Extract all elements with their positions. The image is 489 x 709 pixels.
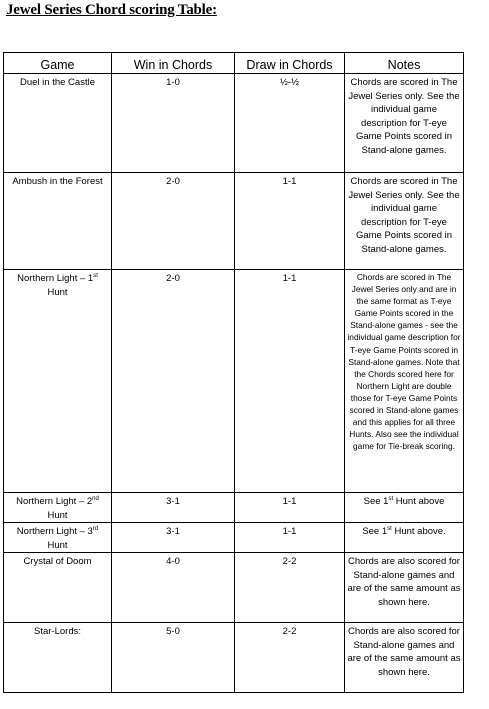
win-cell: 2-0: [112, 173, 235, 270]
table-row: [4, 493, 464, 523]
notes-cell: Chords are also scored for Stand-alone games and are of the same amount as shown here.: [345, 623, 464, 693]
notes-prefix: See 1: [363, 496, 389, 507]
win-cell: 1-0: [112, 74, 235, 173]
notes-cell: [345, 493, 464, 523]
table-header-row: [4, 53, 464, 74]
header-notes: Notes: [345, 53, 464, 74]
table-row: [4, 623, 464, 693]
game-cell: [4, 493, 112, 523]
table-row: [4, 553, 464, 623]
ordinal-suffix: rd: [92, 525, 99, 532]
chord-scoring-table: [3, 52, 464, 693]
draw-cell: 1-1: [235, 523, 345, 553]
win-cell: 4-0: [112, 553, 235, 623]
page-title: Jewel Series Chord scoring Table:: [6, 2, 217, 18]
notes-cell: Chords are scored in The Jewel Series only. See the individual game description for T-eye Game Points scored in Stand-alone games.: [345, 173, 464, 270]
win-cell: 5-0: [112, 623, 235, 693]
game-name-suffix: Hunt: [47, 286, 68, 298]
game-name-suffix: Hunt: [47, 509, 68, 521]
ordinal-suffix: nd: [92, 495, 99, 502]
table-row: [4, 173, 464, 270]
notes-cell: Chords are scored in The Jewel Series only and are in the same format as T-eye Game Points scored in the Stand-alone games - see the individual game description for T-eye Game Points scored in Stand-alone games. Note that the Chords scored here for Northern Light are double those for T-eye Game Points scored in Stand-alone games and this applies for all three Hunts. Also see the individual game for Tie-break scoring.: [345, 270, 464, 493]
game-cell: Duel in the Castle: [4, 74, 112, 173]
draw-cell: 1-1: [235, 270, 345, 493]
ordinal-suffix: st: [93, 272, 98, 279]
game-cell: Crystal of Doom: [4, 553, 112, 623]
draw-cell: 1-1: [235, 173, 345, 270]
header-game: Game: [4, 53, 112, 74]
table-row: [4, 523, 464, 553]
game-cell: [4, 270, 112, 493]
win-cell: 3-1: [112, 493, 235, 523]
header-win-in-chords: Win in Chords: [112, 53, 235, 74]
game-name-suffix: Hunt: [47, 539, 68, 551]
header-draw-in-chords: Draw in Chords: [235, 53, 345, 74]
notes-cell: [345, 523, 464, 553]
table-row: [4, 74, 464, 173]
game-cell: Star-Lords:: [4, 623, 112, 693]
notes-suffix: Hunt above.: [391, 526, 446, 537]
win-cell: 2-0: [112, 270, 235, 493]
game-name-prefix: Northern Light – 2: [16, 496, 93, 507]
draw-cell: ½-½: [235, 74, 345, 173]
draw-cell: 1-1: [235, 493, 345, 523]
draw-cell: 2-2: [235, 553, 345, 623]
ordinal-suffix: st: [388, 495, 394, 502]
notes-cell: Chords are also scored for Stand-alone games and are of the same amount as shown here.: [345, 553, 464, 623]
game-name-prefix: Northern Light – 3: [16, 526, 93, 537]
notes-suffix: Hunt above: [393, 496, 445, 507]
game-cell: Ambush in the Forest: [4, 173, 112, 270]
notes-cell: Chords are scored in The Jewel Series only. See the individual game description for T-eye Game Points scored in Stand-alone games.: [345, 74, 464, 173]
game-name-prefix: Northern Light – 1: [17, 273, 94, 284]
ordinal-suffix: st: [387, 525, 392, 532]
game-cell: [4, 523, 112, 553]
table-row: [4, 270, 464, 493]
notes-prefix: See 1: [362, 526, 388, 537]
win-cell: 3-1: [112, 523, 235, 553]
draw-cell: 2-2: [235, 623, 345, 693]
